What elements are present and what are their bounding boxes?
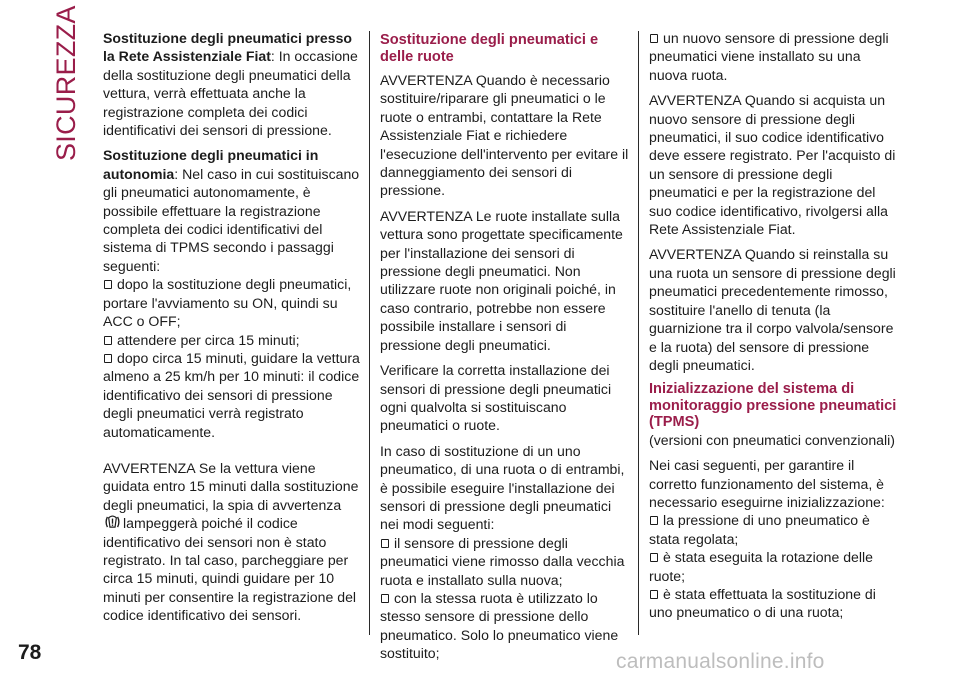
warning-paragraph: AVVERTENZA Quando si acquista un nuovo sensore di pressione degli pneumatici, il suo codice identificativo deve essere registrato. Per l'acquisto di un sensore di pressione degli pneumatici e per la registrazione del suo codice identificativo, rivolgersi alla Rete Assistenziale Fiat. <box>649 92 896 238</box>
list-item <box>649 548 899 585</box>
square-bullet-icon <box>650 553 658 562</box>
tpms-warning-light-icon <box>104 515 121 529</box>
paragraph-text: In caso di sostituzione di un uno pneumatico, di una ruota o di entrambi, è possibile eseguire l'installazione dei sensori di pressione degli pneumatici nei modi seguenti: <box>380 442 625 533</box>
list-item <box>380 534 630 589</box>
paragraph-heading: Sostituzione degli pneumatici presso la Rete Assistenziale Fiat <box>103 30 353 65</box>
column-left <box>103 29 361 632</box>
column-divider-right <box>638 31 639 635</box>
column-middle <box>380 29 630 663</box>
list-item-text: la pressione di uno pneumatico è stata regolata; <box>649 512 870 547</box>
section-heading-tpms-init: Inizializzazione del sistema di monitoraggio pressione pneumatici (TPMS) <box>649 381 897 431</box>
section-heading-replacement: Sostituzione degli pneumatici e delle ruote <box>380 32 599 65</box>
square-bullet-icon <box>650 516 658 525</box>
column-right <box>649 29 899 622</box>
list-item <box>649 585 899 622</box>
paragraph-text: Nei casi seguenti, per garantire il corretto funzionamento del sistema, è necessario eseguirne inizializzazione: <box>649 457 885 511</box>
list-item <box>649 29 899 84</box>
warning-text-end: lampeggerà poiché il codice identificativo dei sensori non è stato registrato. In tal caso, parcheggiare per circa 15 minuti, quindi guidare per 10 minuti per consentire la registrazione del codice identificativo dei sensori. <box>103 515 357 624</box>
list-item <box>649 511 899 548</box>
warning-paragraph: AVVERTENZA Le ruote installate sulla vettura sono progettate specificamente per l'installazione dei sensori di pressione degli pneumatici. Non utilizzare ruote non originali poiché, in caso contrario, potrebbe non essere possibile installare i sensori di pressione degli pneumatici. <box>380 207 623 353</box>
square-bullet-icon <box>381 594 389 603</box>
square-bullet-icon <box>650 590 658 599</box>
warning-paragraph: AVVERTENZA Quando è necessario sostituire/riparare gli pneumatici o le ruote o entrambi, contattare la Rete Assistenziale Fiat e richiedere l'esecuzione dell'intervento per evitare il danneggiamento dei sensori di pressione. <box>380 72 629 199</box>
square-bullet-icon <box>104 354 112 363</box>
list-item-text: dopo circa 15 minuti, guidare la vettura almeno a 25 km/h per 10 minuti: il codice identificativo dei sensori di pressione degli pneumatici verrà registrato automaticamente. <box>103 349 360 440</box>
list-item <box>103 349 361 441</box>
list-item-text: con la stessa ruota è utilizzato lo stesso sensore di pressione dello pneumatico. Solo lo pneumatico viene sostituito; <box>380 589 619 662</box>
warning-paragraph <box>103 459 361 625</box>
section-side-label: SICUREZZA <box>51 5 81 161</box>
square-bullet-icon <box>650 34 658 43</box>
list-item <box>103 275 361 330</box>
list-item-text: attendere per circa 15 minuti; <box>117 331 300 348</box>
warning-paragraph: AVVERTENZA Quando si reinstalla su una ruota un sensore di pressione degli pneumatici precedentemente rimosso, sostituire l'anello di tenuta (la guarnizione tra il corpo valvola/sensore e la ruota) del sensore di pressione degli pneumatici. <box>649 246 896 373</box>
list-item-text: è stata effettuata la sostituzione di uno pneumatico o di una ruota; <box>649 586 876 621</box>
square-bullet-icon <box>104 280 112 289</box>
paragraph-dealer-replacement <box>103 29 361 139</box>
square-bullet-icon <box>104 336 112 345</box>
list-item-text: il sensore di pressione degli pneumatici viene rimosso dalla vecchia ruota e installato sulla nuova; <box>380 534 625 588</box>
paragraph-text: Verificare la corretta installazione dei sensori di pressione degli pneumatici ogni qualvolta si sostituiscano pneumatici o ruote. <box>380 362 612 434</box>
paragraph-heading: Sostituzione degli pneumatici in autonomia <box>103 147 319 182</box>
page-number: 78 <box>18 641 42 664</box>
warning-text-start: AVVERTENZA Se la vettura viene guidata entro 15 minuti dalla sostituzione degli pneumatici, la spia di avvertenza <box>103 459 359 513</box>
paragraph-text: : Nel caso in cui sostituiscano gli pneumatici autonomamente, è possibile effettuare la registrazione completa dei codici identificativi del sistema di TPMS secondo i passaggi seguenti: <box>103 165 360 274</box>
list-item-text: un nuovo sensore di pressione degli pneumatici viene installato su una nuova ruota. <box>649 30 889 83</box>
watermark: carmanualsonline.info <box>616 650 825 673</box>
list-item <box>103 331 361 349</box>
list-item <box>380 589 630 663</box>
list-item-text: è stata eseguita la rotazione delle ruote; <box>649 549 873 584</box>
paragraph-text: : In occasione della sostituzione degli pneumatici della vettura, verrà effettuata anche la registrazione completa dei codici identificativi dei sensori di pressione. <box>103 48 358 139</box>
list-item-text: dopo la sostituzione degli pneumatici, portare l'avviamento su ON, quindi su ACC o OFF; <box>103 276 352 330</box>
subheading-versions: (versioni con pneumatici convenzionali) <box>649 431 895 448</box>
paragraph-self-replacement <box>103 146 361 275</box>
square-bullet-icon <box>381 539 389 548</box>
column-divider-left <box>369 31 370 635</box>
